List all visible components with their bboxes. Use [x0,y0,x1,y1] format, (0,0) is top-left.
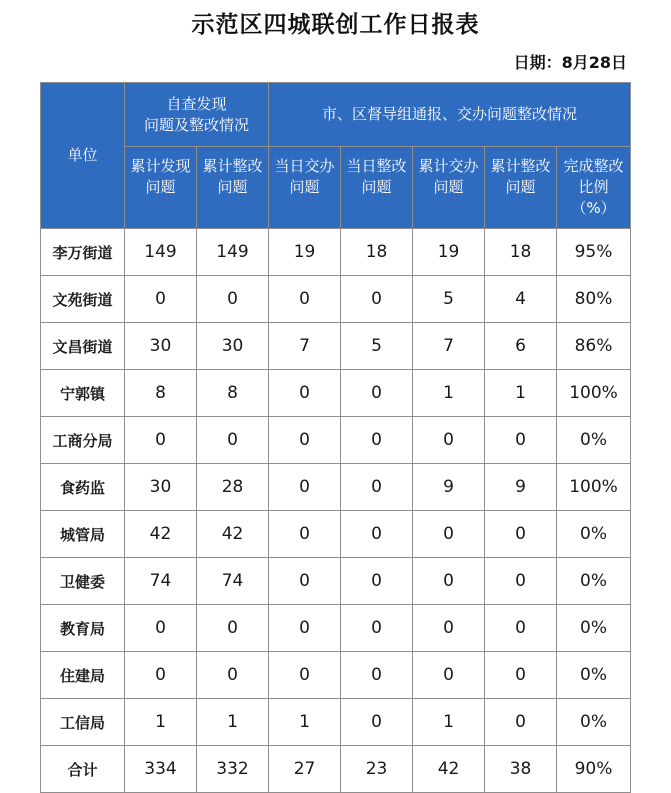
row-value: 0 [197,605,269,652]
row-value: 9 [413,464,485,511]
row-value: 23 [341,746,413,793]
row-value: 42 [125,511,197,558]
row-value: 0 [125,652,197,699]
row-value: 0 [197,417,269,464]
row-value: 18 [341,229,413,276]
table-body [41,229,631,793]
row-value: 0 [269,370,341,417]
table-row [41,605,631,652]
row-unit: 食药监 [41,464,125,511]
row-value: 0 [269,558,341,605]
table-row [41,699,631,746]
row-value: 0 [485,652,557,699]
row-unit: 合计 [41,746,125,793]
row-value: 74 [197,558,269,605]
row-value: 5 [413,276,485,323]
row-value: 95% [557,229,631,276]
row-value: 0 [341,276,413,323]
row-value: 0 [413,605,485,652]
header-column-2: 当日交办 问题 [269,147,341,229]
row-value: 0 [413,511,485,558]
header-subcolumns [41,147,631,229]
row-value: 74 [125,558,197,605]
row-value: 0 [341,558,413,605]
row-value: 30 [125,323,197,370]
header-column-4: 累计交办 问题 [413,147,485,229]
table-row [41,464,631,511]
row-value: 0% [557,699,631,746]
table-row [41,323,631,370]
row-unit: 李万街道 [41,229,125,276]
row-unit: 宁郭镇 [41,370,125,417]
report-date: 日期：8月28日 [513,53,627,72]
header-column-6: 完成整改 比例 （%） [557,147,631,229]
row-value: 0 [197,652,269,699]
table-row [41,276,631,323]
row-value: 0 [341,464,413,511]
row-value: 42 [413,746,485,793]
row-value: 0 [125,605,197,652]
header-column-3: 当日整改 问题 [341,147,413,229]
row-value: 0 [485,699,557,746]
row-unit: 文昌街道 [41,323,125,370]
row-value: 0% [557,558,631,605]
row-value: 149 [197,229,269,276]
row-value: 0% [557,605,631,652]
row-value: 0 [485,417,557,464]
row-value: 0 [125,276,197,323]
row-value: 1 [197,699,269,746]
row-value: 0 [341,605,413,652]
row-value: 1 [413,370,485,417]
row-unit: 城管局 [41,511,125,558]
row-value: 0 [269,276,341,323]
row-value: 19 [413,229,485,276]
table-header [41,83,631,229]
row-unit: 工商分局 [41,417,125,464]
table-row [41,229,631,276]
row-value: 0% [557,417,631,464]
row-value: 0 [125,417,197,464]
row-value: 30 [197,323,269,370]
row-value: 90% [557,746,631,793]
row-value: 42 [197,511,269,558]
row-value: 1 [485,370,557,417]
row-value: 7 [413,323,485,370]
row-value: 30 [125,464,197,511]
row-value: 0 [413,558,485,605]
row-value: 8 [197,370,269,417]
header-column-1: 累计整改 问题 [197,147,269,229]
row-value: 0 [269,511,341,558]
row-value: 0 [341,652,413,699]
row-value: 332 [197,746,269,793]
row-value: 38 [485,746,557,793]
row-value: 0 [413,417,485,464]
row-value: 0 [413,652,485,699]
row-value: 18 [485,229,557,276]
row-value: 6 [485,323,557,370]
row-value: 86% [557,323,631,370]
row-value: 27 [269,746,341,793]
row-value: 100% [557,464,631,511]
table-row [41,370,631,417]
row-value: 0 [269,417,341,464]
table-row [41,558,631,605]
row-value: 0 [197,276,269,323]
row-value: 0 [485,511,557,558]
row-value: 0 [341,370,413,417]
header-column-0: 累计发现 问题 [125,147,197,229]
row-unit: 住建局 [41,652,125,699]
row-value: 1 [413,699,485,746]
row-value: 0 [269,464,341,511]
row-value: 1 [125,699,197,746]
header-unit: 单位 [41,83,125,229]
row-unit: 文苑街道 [41,276,125,323]
row-value: 7 [269,323,341,370]
row-value: 1 [269,699,341,746]
row-value: 28 [197,464,269,511]
report-table [40,82,631,793]
row-value: 19 [269,229,341,276]
row-value: 0 [341,417,413,464]
row-value: 0 [341,511,413,558]
row-value: 0 [269,605,341,652]
row-value: 149 [125,229,197,276]
report-title: 示范区四城联创工作日报表 [191,12,480,38]
row-value: 0 [269,652,341,699]
row-value: 5 [341,323,413,370]
row-value: 0 [341,699,413,746]
header-column-5: 累计整改 问题 [485,147,557,229]
row-value: 0 [485,558,557,605]
row-unit: 卫健委 [41,558,125,605]
row-value: 334 [125,746,197,793]
row-value: 0 [485,605,557,652]
row-value: 0% [557,652,631,699]
table-row [41,417,631,464]
row-value: 100% [557,370,631,417]
table-row [41,511,631,558]
row-value: 0% [557,511,631,558]
table-row [41,652,631,699]
row-value: 9 [485,464,557,511]
row-value: 4 [485,276,557,323]
header-group-self-check: 自查发现 问题及整改情况 [125,83,269,147]
row-value: 8 [125,370,197,417]
row-unit: 工信局 [41,699,125,746]
table-row [41,746,631,793]
row-unit: 教育局 [41,605,125,652]
row-value: 80% [557,276,631,323]
header-group-supervision: 市、区督导组通报、交办问题整改情况 [269,83,631,147]
